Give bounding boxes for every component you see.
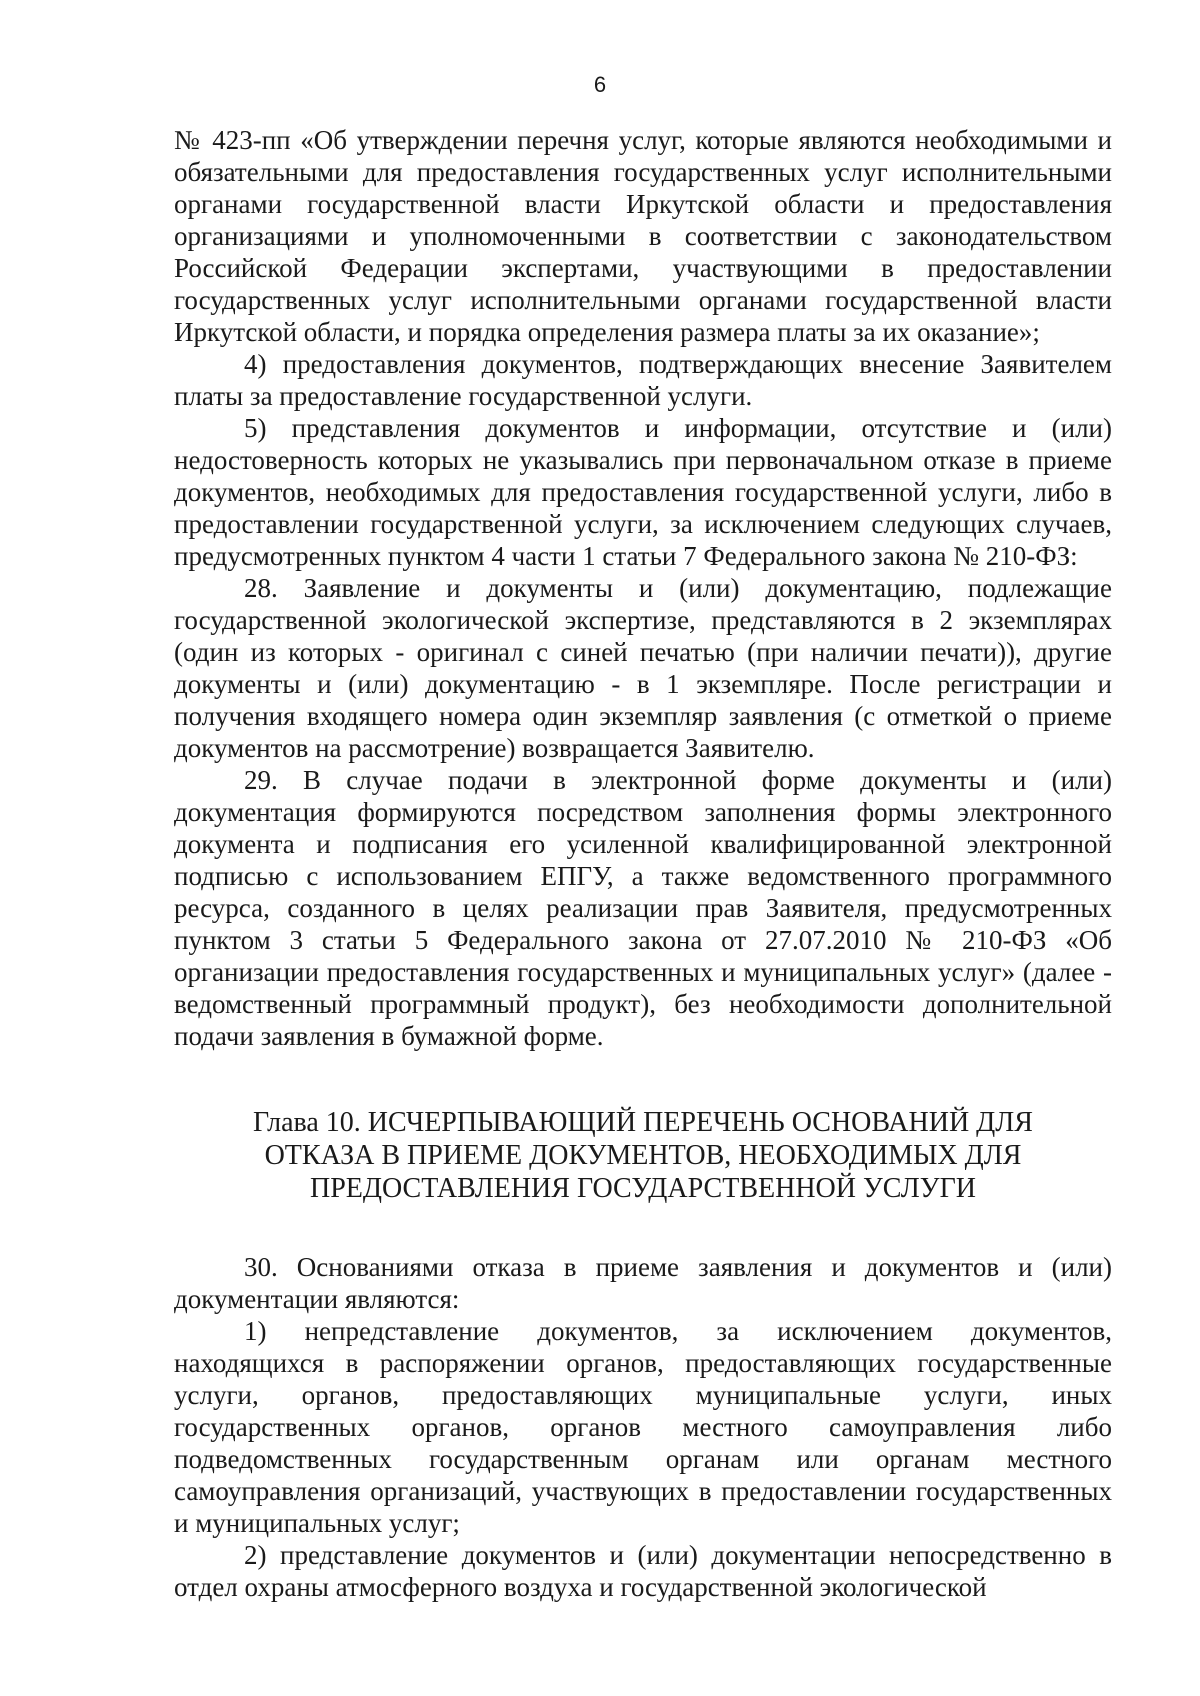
paragraph-28: 28. Заявление и документы и (или) документацию, подлежащие государственной экологической экспертизе, представляются в 2 экземплярах (один из которых - оригинал с синей печатью (при наличии печати)), другие документы и (или) документацию - в 1 экземпляре. После регистрации и получения входящего номера один экземпляр заявления (с отметкой о приеме документов на рассмотрение) возвращается Заявителю. [174, 573, 1112, 763]
page-number: 6 [593, 72, 607, 97]
paragraph-30: 30. Основаниями отказа в приеме заявления и документов и (или) документации являются: [174, 1252, 1112, 1314]
paragraph-30-item-2: 2) представление документов и (или) документации непосредственно в отдел охраны атмосферного воздуха и государственной экологической [174, 1540, 1112, 1602]
document-body [174, 124, 1112, 1603]
paragraph-item-5: 5) представления документов и информации, отсутствие и (или) недостоверность которых не указывались при первоначальном отказе в приеме документов, необходимых для предоставления государственной услуги, либо в предоставлении государственной услуги, за исключением следующих случаев, предусмотренных пунктом 4 части 1 статьи 7 Федерального закона № 210-ФЗ: [174, 413, 1112, 571]
paragraph-30-item-1: 1) непредставление документов, за исключением документов, находящихся в распоряжении органов, предоставляющих государственные услуги, органов, предоставляющих муниципальные услуги, иных государственных органов, органов местного самоуправления либо подведомственных государственным органам или органам местного самоуправления организаций, участвующих в предоставлении государственных и муниципальных услуг; [174, 1316, 1112, 1538]
chapter-heading-line: ОТКАЗА В ПРИЕМЕ ДОКУМЕНТОВ, НЕОБХОДИМЫХ ДЛЯ [264, 1140, 1022, 1171]
chapter-heading [174, 1106, 1112, 1205]
chapter-heading-line: Глава 10. ИСЧЕРПЫВАЮЩИЙ ПЕРЕЧЕНЬ ОСНОВАНИЙ ДЛЯ [253, 1107, 1033, 1138]
paragraph-item-4: 4) предоставления документов, подтверждающих внесение Заявителем платы за предоставление государственной услуги. [174, 349, 1112, 411]
paragraph-continuation: № 423-пп «Об утверждении перечня услуг, которые являются необходимыми и обязательными для предоставления государственных услуг исполнительными органами государственной власти Иркутской области и предоставления организациями и уполномоченными в соответствии с законодательством Российской Федерации экспертами, участвующими в предоставлении государственных услуг исполнительными органами государственной власти Иркутской области, и порядка определения размера платы за их оказание»; [174, 125, 1112, 347]
chapter-heading-line: ПРЕДОСТАВЛЕНИЯ ГОСУДАРСТВЕННОЙ УСЛУГИ [309, 1173, 977, 1204]
paragraph-29: 29. В случае подачи в электронной форме документы и (или) документация формируются посредством заполнения формы электронного документа и подписания его усиленной квалифицированной электронной подписью с использованием ЕПГУ, а также ведомственного программного ресурса, созданного в целях реализации прав Заявителя, предусмотренных пунктом 3 статьи 5 Федерального закона от 27.07.2010 № 210-ФЗ «Об организации предоставления государственных и муниципальных услуг» (далее - ведомственный программный продукт), без необходимости дополнительной подачи заявления в бумажной форме. [174, 765, 1112, 1051]
